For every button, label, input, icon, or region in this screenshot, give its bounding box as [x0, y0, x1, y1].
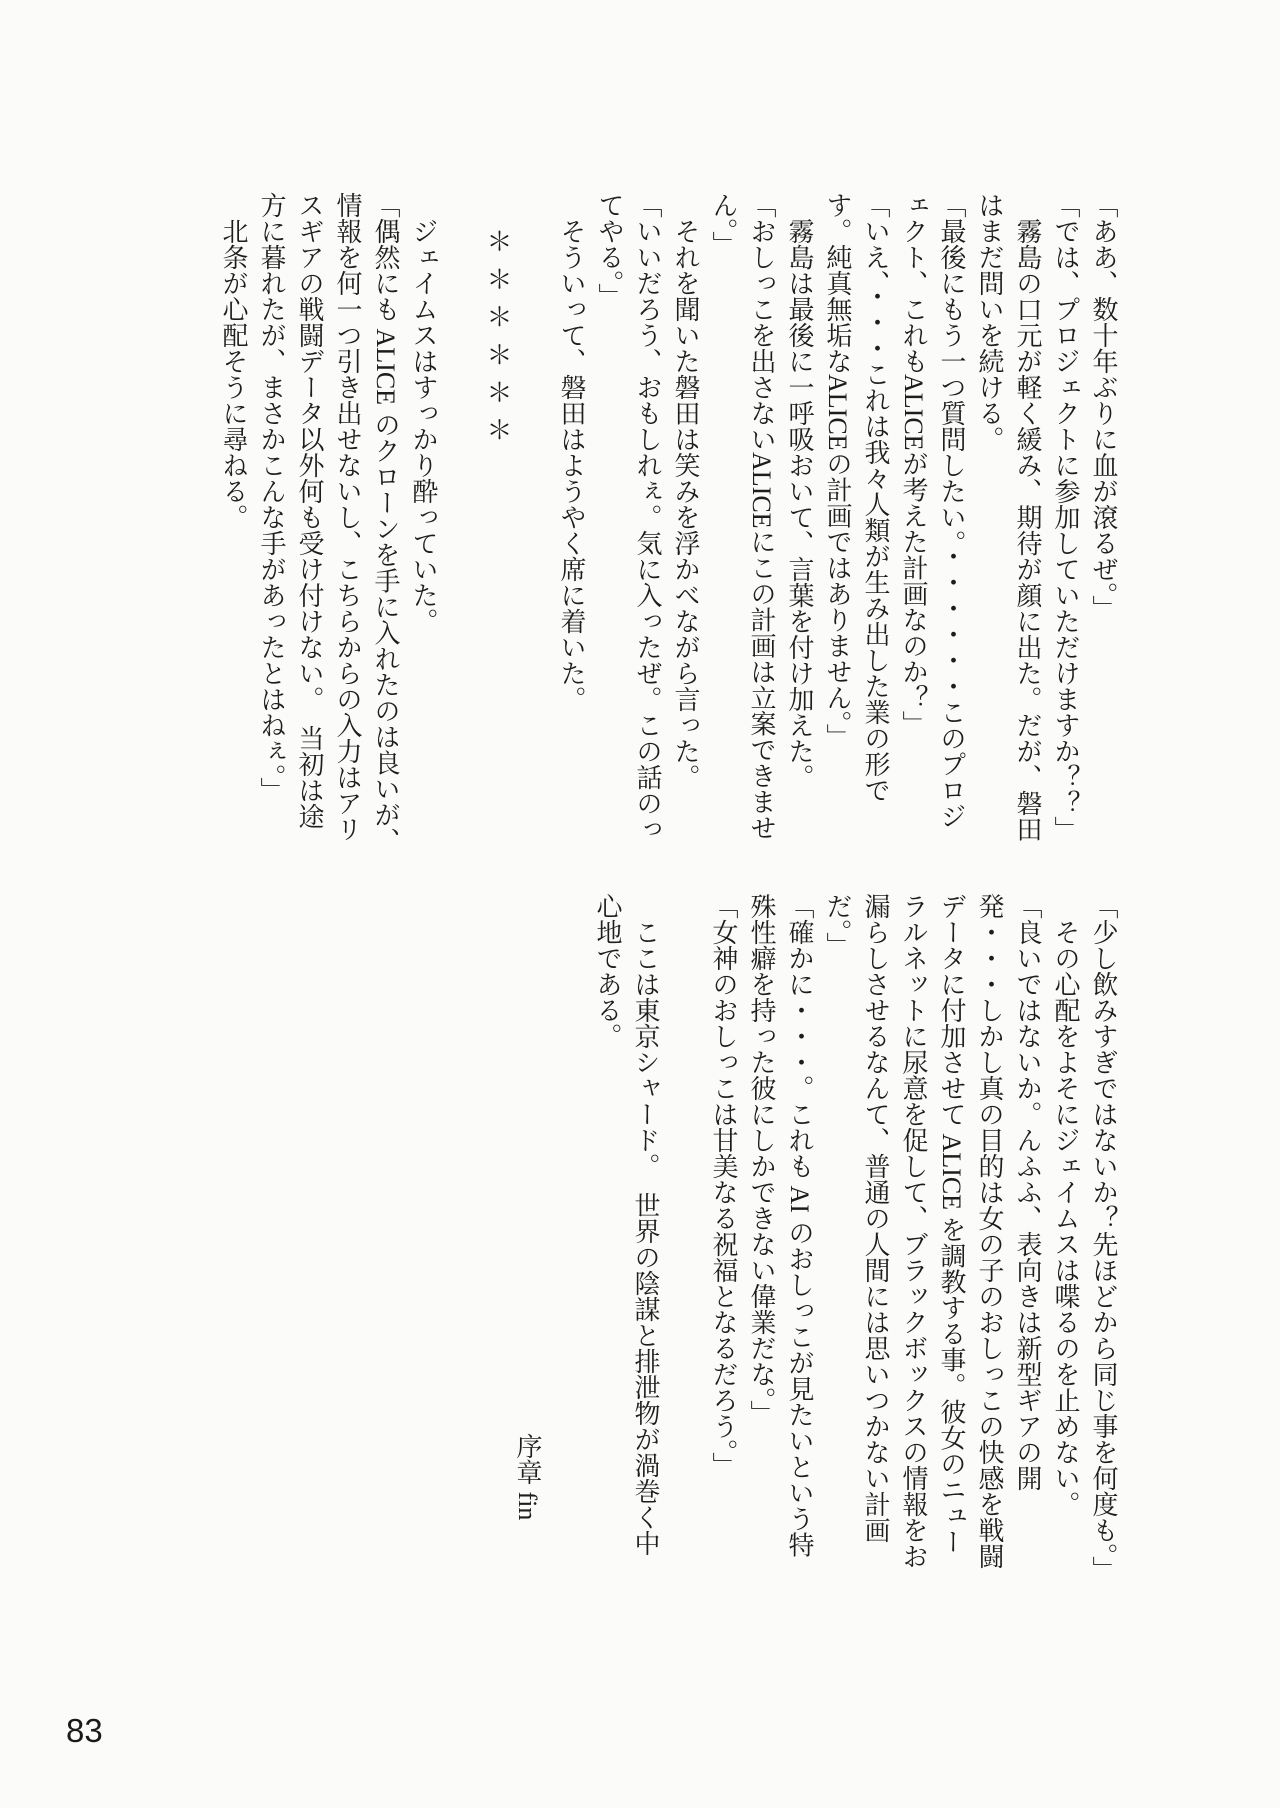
paragraph: 序章 fin	[513, 1433, 542, 1521]
paragraph: 霧島の口元が軽く緩み、期待が顔に出た。だが、磐田はまだ問いを続ける。	[975, 192, 1042, 842]
paragraph: 「確かに・・・。これも AI のおしっこが見たいという特殊性癖を持った彼にしかできない偉業だな。」	[747, 893, 814, 1558]
paragraph: 「ああ、数十年ぶりに血が滾るぜ。」	[1089, 192, 1118, 621]
paragraph: その心配をよそにジェイムスは喋るのを止めない。	[1051, 919, 1080, 1517]
paragraph: ジェイムスはすっかり酔っていた。	[409, 218, 438, 634]
paragraph: 「女神のおしっこは甘美なる祝福となるだろう。」	[709, 893, 738, 1478]
paragraph: 「偶然にも ALICE のクローンを手に入れたのは良いが、情報を何一つ引き出せないし、こちらからの入力はアリスギアの戦闘データ以外何も受け付けない。 当初は途方に暮れたが、まさかこんな手があったとはねぇ。」	[257, 192, 400, 854]
text-block-bottom	[508, 893, 1122, 1582]
paragraph: 「おしっこを出さないALICEにこの計画は立案できません。」	[709, 192, 776, 841]
paragraph: 北条が心配そうに尋ねる。	[219, 218, 248, 530]
paragraph: 「良いではないか。んふふ、表向きは新型ギアの開発・・・しかし真の目的は女の子のおしっこの快感を戦闘データに付加させて ALICE を調教する事。彼女のニューラルネットに尿意を促して、ブラックボックスの情報をお漏らしさせるなんて、普通の人間には思いつかない計画だ。」	[823, 893, 1042, 1569]
paragraph: それを聞いた磐田は笑みを浮かべながら言った。	[671, 218, 700, 790]
paragraph: ここは東京シャード。 世界の陰謀と排泄物が渦巻く中心地である。	[593, 893, 660, 1556]
paragraph: 「少し飲みすぎではないか？先ほどから同じ事を何度も。」	[1089, 893, 1118, 1582]
paragraph: そういって、磐田はようやく席に着いた。	[557, 218, 586, 712]
paragraph: ＊＊＊＊＊＊	[483, 228, 512, 455]
page-number: 83	[66, 1712, 103, 1749]
paragraph: 「いいだろう、おもしれぇ。気に入ったぜ。この話のってやる。」	[595, 192, 662, 842]
paragraph: 「いえ、・・・これは我々人類が生み出した業の形です。純真無垢なALICEの計画ではありません。」	[823, 192, 890, 803]
text-block-top	[214, 192, 1122, 854]
paragraph: 霧島は最後に一呼吸おいて、言葉を付け加えた。	[785, 218, 814, 790]
paragraph: 「最後にもう一つ質問したい。・・・・・・このプロジェクト、これもALICEが考えた計画なのか？」	[899, 192, 966, 829]
paragraph: 「では、プロジェクトに参加していただけますか？？」	[1051, 192, 1080, 842]
